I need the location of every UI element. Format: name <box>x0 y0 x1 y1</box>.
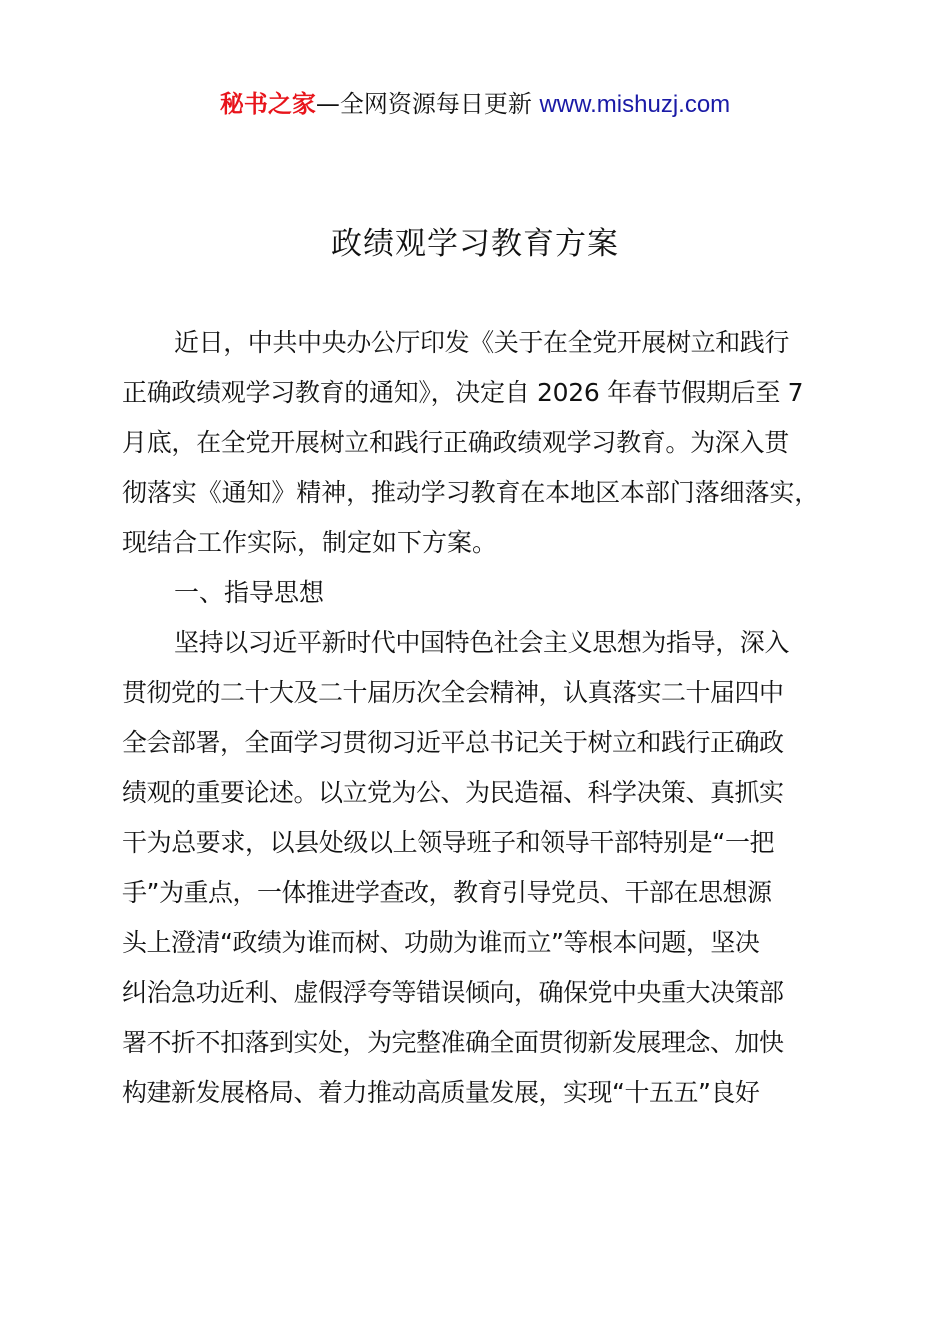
header-tagline: —全网资源每日更新 <box>315 90 540 118</box>
body-line: 贯彻党的二十大及二十届历次全会精神，认真落实二十届四中 <box>122 678 784 707</box>
body-line: 坚持以习近平新时代中国特色社会主义思想为指导，深入 <box>174 628 790 657</box>
body-line: 近日，中共中央办公厅印发《关于在全党开展树立和践行 <box>174 328 790 357</box>
body-line: 彻落实《通知》精神，推动学习教育在本地区本部门落细落实， <box>122 478 820 507</box>
brand-name: 秘书之家 <box>219 90 316 118</box>
body-line: 现结合工作实际，制定如下方案。 <box>122 528 498 557</box>
section-heading: 一、指导思想 <box>174 578 325 607</box>
body-line: 干为总要求，以县处级以上领导班子和领导干部特别是“一把 <box>122 828 775 857</box>
document-title: 政绩观学习教育方案 <box>331 226 619 262</box>
body-line: 构建新发展格局、着力推动高质量发展，实现“十五五”良好 <box>122 1078 760 1107</box>
site-url-link[interactable]: www.mishuzj.com <box>539 91 731 118</box>
site-header <box>0 86 950 123</box>
body-line: 月底，在全党开展树立和践行正确政绩观学习教育。为深入贯 <box>122 428 789 457</box>
body-line: 正确政绩观学习教育的通知》，决定自 2026 年春节假期后至 7 <box>122 378 804 407</box>
body-line: 手”为重点，一体推进学查改，教育引导党员、干部在思想源 <box>122 878 772 907</box>
body-line: 头上澄清“政绩为谁而树、功勋为谁而立”等根本问题，坚决 <box>122 928 760 957</box>
body-line: 署不折不扣落到实处，为完整准确全面贯彻新发展理念、加快 <box>122 1028 784 1057</box>
body-line: 绩观的重要论述。以立党为公、为民造福、科学决策、真抓实 <box>122 778 784 807</box>
body-line: 纠治急功近利、虚假浮夸等错误倾向，确保党中央重大决策部 <box>122 978 784 1007</box>
body-line: 全会部署，全面学习贯彻习近平总书记关于树立和践行正确政 <box>122 728 784 757</box>
document-body <box>122 318 834 1118</box>
